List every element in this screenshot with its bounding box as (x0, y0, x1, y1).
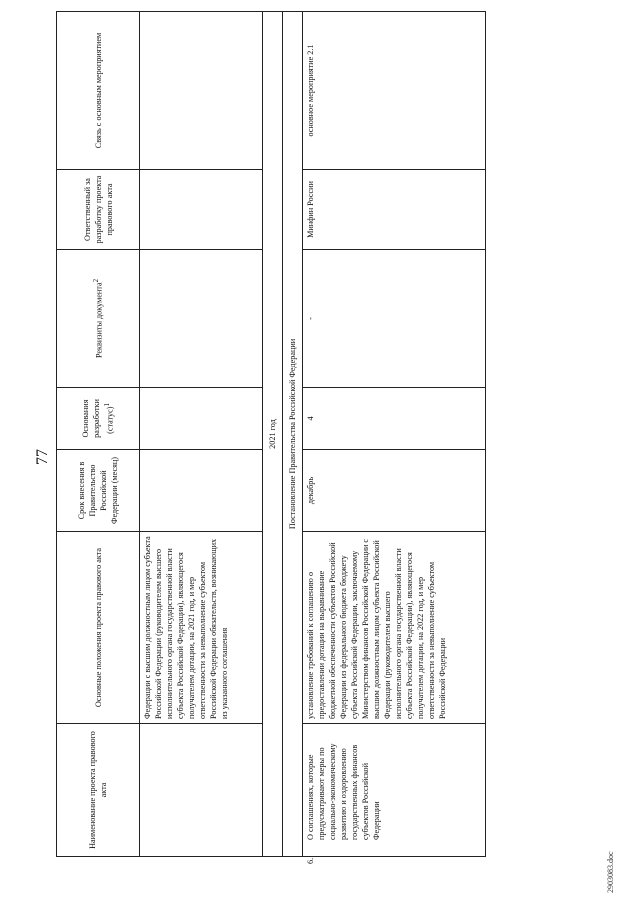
row6-deadline: декабрь (303, 450, 486, 532)
table-header-row (57, 12, 140, 857)
header-act-name: Наименование проекта правового акта (57, 724, 140, 857)
continuation-row (140, 12, 263, 857)
header-requisites: Реквизиты документа$^2$ (57, 250, 140, 388)
header-deadline: Срок внесения в Правительство Российской Федерации (месяц) (57, 450, 140, 532)
row6-name: 6.О соглашениях, которые предусматривают меры по социально-экономическому развитию и оздоровлению государственных финансов субъектов Российской Федерации (303, 724, 486, 857)
header-responsible: Ответственный за разработку проекта правового акта (57, 170, 140, 250)
legislation-plan-table (56, 11, 486, 864)
row6-basis: 4 (303, 388, 486, 450)
type-heading: Постановление Правительства Российской Федерации (283, 12, 303, 857)
header-provisions: Основные положения проекта правового акта (57, 532, 140, 724)
row6-responsible: Минфин России (303, 170, 486, 250)
header-basis: Основания разработки (статус)$^1$ (57, 388, 140, 450)
header-link: Связь с основным мероприятием (57, 12, 140, 170)
table-row (303, 12, 486, 857)
continuation-text: Федерации с высшим должностным лицом субъекта Российской Федерации (руководителем высшего исполнительного органа государственной власти субъекта Российской Федерации), являющегося получателем дотации, на 2021 год, и мер ответственности за невыполнение субъектом Российской Федерации обязательств, возникающих из указанного соглашения (140, 532, 263, 724)
row6-link: основное мероприятие 2.1 (303, 12, 486, 170)
file-code: 2903083.doc (606, 851, 615, 893)
row6-requisites: - (303, 250, 486, 388)
page-number: 77 (34, 449, 51, 465)
year-heading: 2021 год (263, 12, 283, 857)
type-heading-row (283, 12, 303, 857)
year-heading-row (263, 12, 283, 857)
row6-provisions: установление требований к соглашению о предоставлении дотации на выравнивание бюджетной обеспеченности субъектов Российской Федерации из федерального бюджета бюджету субъекта Российской Федерации, заключаемому Министерством финансов Российской Федерации с высшим должностным лицом субъекта Российской Федерации (руководителем высшего исполнительного органа государственной власти субъекта Российской Федерации), являющегося получателем дотации, на 2022 год, и мер ответственности за невыполнение субъектом Российской Федерации (303, 532, 486, 724)
